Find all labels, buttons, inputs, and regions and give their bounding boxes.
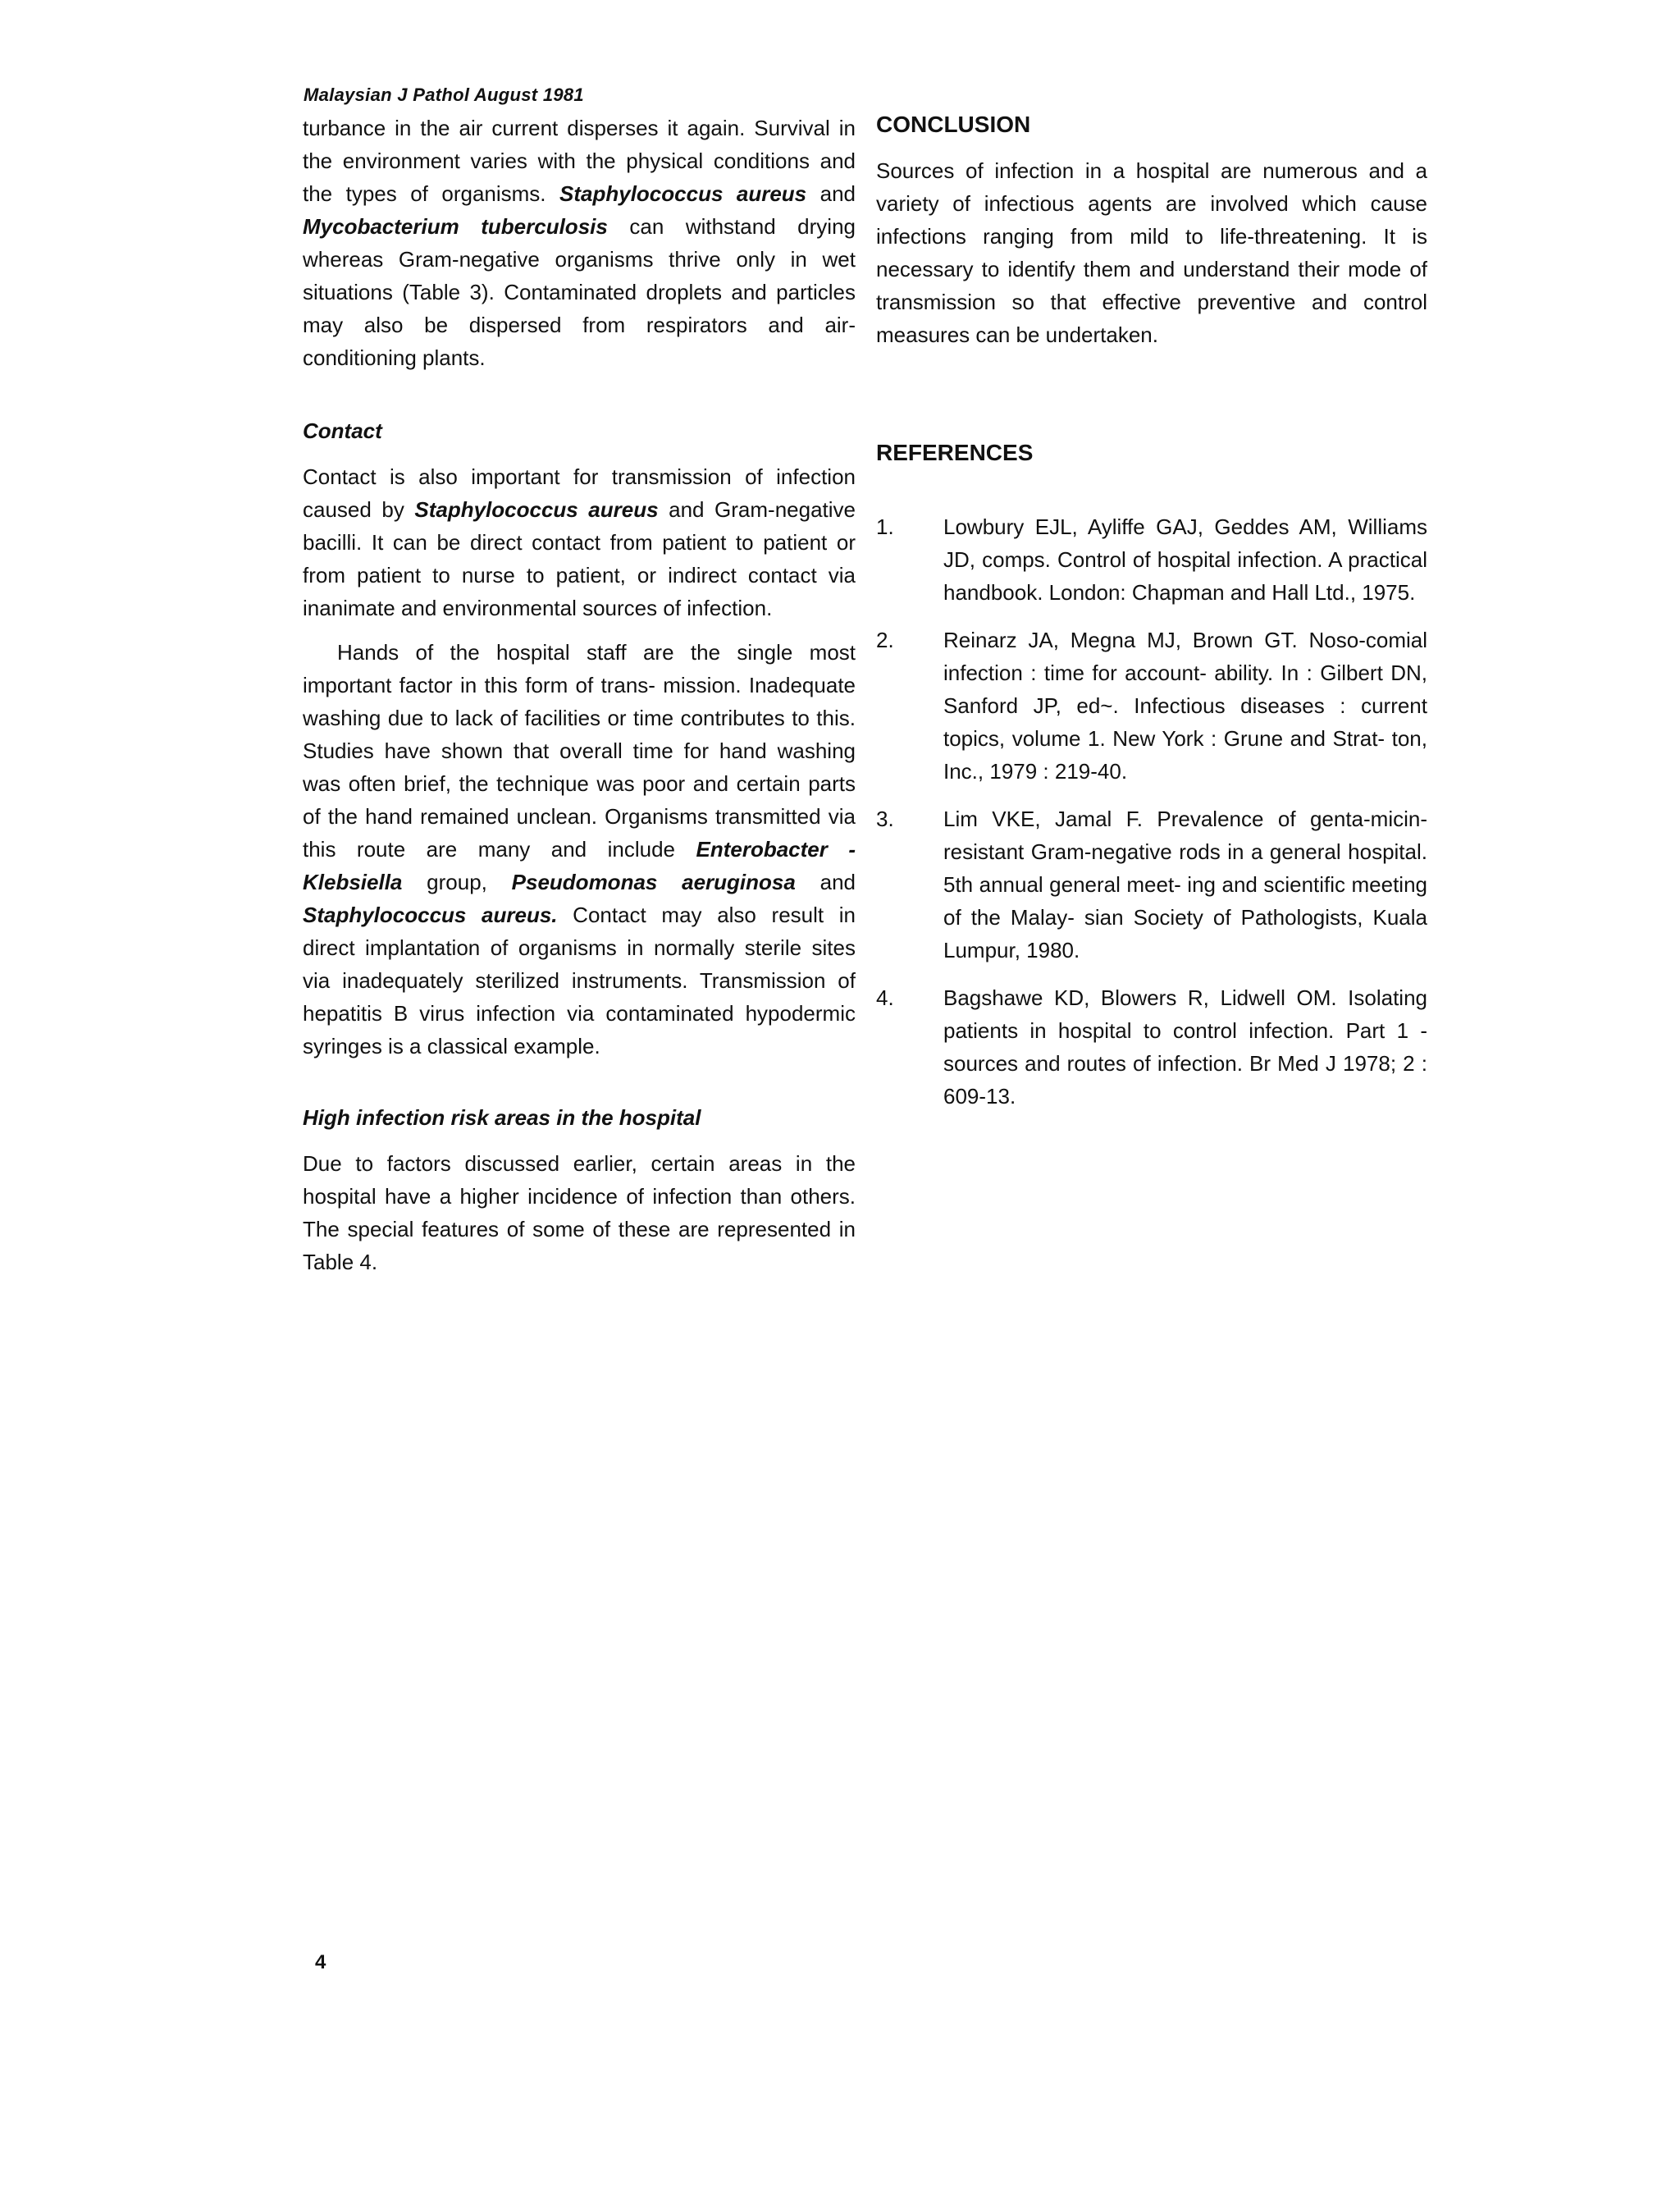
body-paragraph-risk-areas: Due to factors discussed earlier, certain areas in the hospital have a higher incidence of infection than others. The special features of some of these are represented in Table 4. (303, 1151, 856, 1274)
text-run: can withstand drying whereas Gram-negative organisms thrive only in wet situations (Table 3). Contaminated droplets and particles may also be dispersed from respirators and air-conditioning plants. (303, 214, 856, 370)
text-run: turbance in the air current disperses it again. Survival in the environment varies with the physical conditions and the types of organisms. (303, 116, 856, 206)
body-paragraph-air (303, 112, 856, 374)
reference-text: Lim VKE, Jamal F. Prevalence of genta-micin-resistant Gram-negative rods in a general hospital. 5th annual general meet- ing and scientific meeting of the Malay- sian Society of Pathologists, Kuala Lumpur, 1980. (943, 807, 1427, 962)
body-paragraph-contact (303, 460, 856, 624)
organism-name: Staphylococcus aureus (559, 181, 807, 206)
text-run: Contact may also result in direct implantation of organisms in normally sterile sites via inadequately sterilized instruments. Transmission of hepatitis B virus infection via contaminated hypodermic syringes is a classical example. (303, 903, 856, 1058)
organism-name: Staphylococcus aureus. (303, 903, 558, 927)
reference-number: 4. (876, 985, 894, 1010)
reference-item (876, 510, 1427, 609)
reference-number: 3. (876, 807, 894, 831)
section-heading-references: REFERENCES (876, 440, 1034, 465)
reference-item (876, 802, 1427, 967)
organism-name: Pseudomonas aeruginosa (511, 870, 796, 894)
body-paragraph-hands (303, 636, 856, 1063)
text-run: and (795, 870, 856, 894)
reference-number: 1. (876, 514, 894, 539)
organism-name: Enterobacter - Klebsiella (303, 837, 856, 894)
reference-text: Lowbury EJL, Ayliffe GAJ, Geddes AM, Williams JD, comps. Control of hospital infection. A practical handbook. London: Chapman and Hall Ltd., 1975. (943, 514, 1427, 605)
reference-list (876, 510, 1427, 1113)
reference-text: Bagshawe KD, Blowers R, Lidwell OM. Isolating patients in hospital to control infection. Part 1 - sources and routes of infection. Br Med J 1978; 2 : 609-13. (943, 985, 1427, 1109)
organism-name: Mycobacterium tuberculosis (303, 214, 608, 239)
right-column (876, 112, 1427, 1113)
reference-text: Reinarz JA, Megna MJ, Brown GT. Noso-comial infection : time for account- ability. In : Gilbert DN, Sanford JP, ed~. Infectious diseases : current topics, volume 1. New York : Grune and Strat- ton, Inc., 1979 : 219-40. (943, 628, 1427, 784)
reference-item (876, 981, 1427, 1113)
section-heading-risk-areas: High infection risk areas in the hospital (303, 1105, 701, 1130)
organism-name: Staphylococcus aureus (414, 497, 659, 522)
text-run: and (806, 181, 856, 206)
running-header: Malaysian J Pathol August 1981 (304, 85, 584, 105)
left-column (303, 112, 856, 1278)
section-heading-contact: Contact (303, 418, 382, 443)
reference-number: 2. (876, 628, 894, 652)
text-run: Hands of the hospital staff are the single most important factor in this form of trans- mission. Inadequate washing due to lack of facilities or time contributes to this. Studies have shown that overall time for hand washing was often brief, the technique was poor and certain parts of the hand remained unclean. Organisms transmitted via this route are many and include (303, 640, 856, 862)
body-paragraph-conclusion: Sources of infection in a hospital are numerous and a variety of infectious agents are involved which cause infections ranging from mild to life-threatening. It is necessary to identify them and understand their mode of transmission so that effective preventive and control measures can be undertaken. (876, 158, 1427, 347)
text-run: Contact is also important for transmission of infection caused by (303, 464, 856, 522)
text-run: group, (402, 870, 512, 894)
section-heading-conclusion: CONCLUSION (876, 112, 1031, 137)
text-run: and Gram-negative bacilli. It can be direct contact from patient to patient or from patient to nurse to patient, or indirect contact via inanimate and environmental sources of infection. (303, 497, 856, 620)
reference-item (876, 624, 1427, 788)
page-number: 4 (315, 1951, 326, 1973)
